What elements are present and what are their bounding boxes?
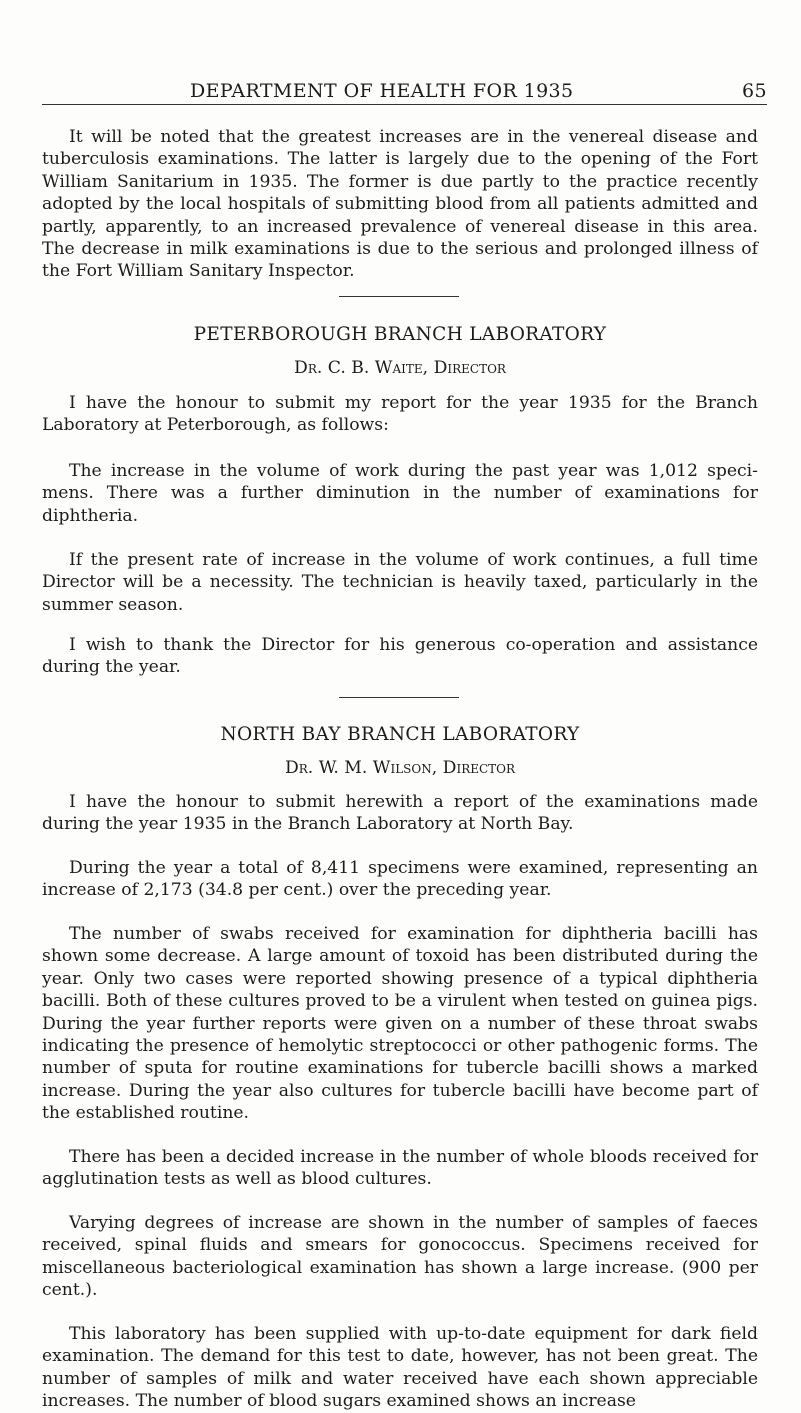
section-divider-2 bbox=[339, 697, 459, 698]
peterborough-paragraph-3: If the present rate of increase in the volume of work continues, a full time Director will be a necessity. The technician is heavily taxed, particularly in the summer season. bbox=[42, 550, 758, 615]
peterborough-paragraph-4: I wish to thank the Director for his generous co-operation and assistance during the year. bbox=[42, 635, 758, 678]
north-bay-paragraph-1: I have the honour to submit herewith a report of the examinations made during the year 1935 in the Branch Laboratory at North Bay. bbox=[42, 792, 758, 835]
header-rule bbox=[42, 104, 767, 105]
north-bay-paragraph-2: During the year a total of 8,411 specimens were examined, representing an increase of 2,173 (34.8 per cent.) over the preceding year. bbox=[42, 858, 758, 901]
page-number: 65 bbox=[742, 80, 767, 102]
peterborough-paragraph-2: The increase in the volume of work during the past year was 1,012 speci- mens. There was a further diminution in the number of examinations for diphtheria. bbox=[42, 461, 758, 526]
peterborough-director: Dr. C. B. Waite, Director bbox=[294, 358, 506, 378]
north-bay-paragraph-3: The number of swabs received for examination for diphtheria bacilli has shown some decrease. A large amount of toxoid has been distributed during the year. Only two cases were reported showing presence of a typical diphtheria bacilli. Both of these cultures proved to be a virulent when tested on guinea pigs. During the year further reports were given on a number of these throat swabs indicating the presence of hemolytic streptococci or other pathogenic forms. The number of sputa for routine examinations for tubercle bacilli shows a marked increase. During the year also cultures for tubercle bacilli have become part of the established routine. bbox=[42, 924, 758, 1124]
section-divider-1 bbox=[339, 296, 459, 297]
north-bay-paragraph-5: Varying degrees of increase are shown in the number of samples of faeces received, spinal fluids and smears for gonococcus. Specimens received for miscellaneous bacteriological examination has shown a large increase. (900 per cent.). bbox=[42, 1213, 758, 1301]
north-bay-paragraph-6: This laboratory has been supplied with up-to-date equipment for dark field examination. The demand for this test to date, however, has not been great. The number of samples of milk and water received have each shown appreciable increases. The number of blood sugars examined shows an increase bbox=[42, 1324, 758, 1412]
running-head-title: DEPARTMENT OF HEALTH FOR 1935 bbox=[190, 80, 574, 102]
peterborough-paragraph-1: I have the honour to submit my report for the year 1935 for the Branch Laboratory at Peterborough, as follows: bbox=[42, 393, 758, 436]
peterborough-section-title: PETERBOROUGH BRANCH LABORATORY bbox=[193, 324, 607, 345]
intro-paragraph-1: It will be noted that the greatest increases are in the venereal disease and tuberculosis examinations. The latter is largely due to the opening of the Fort William Sanitarium in 1935. The former is due partly to the practice recently adopted by the local hospitals of submitting blood from all patients admitted and partly, apparently, to an increased prevalence of venereal disease in this area. The decrease in milk examinations is due to the serious and prolonged illness of the Fort William Sanitary Inspector. bbox=[42, 127, 758, 282]
north-bay-director: Dr. W. M. Wilson, Director bbox=[284, 758, 516, 778]
running-head bbox=[42, 80, 767, 104]
north-bay-section-title: NORTH BAY BRANCH LABORATORY bbox=[220, 724, 580, 745]
north-bay-paragraph-4: There has been a decided increase in the number of whole bloods received for agglutination tests as well as blood cultures. bbox=[42, 1147, 758, 1190]
